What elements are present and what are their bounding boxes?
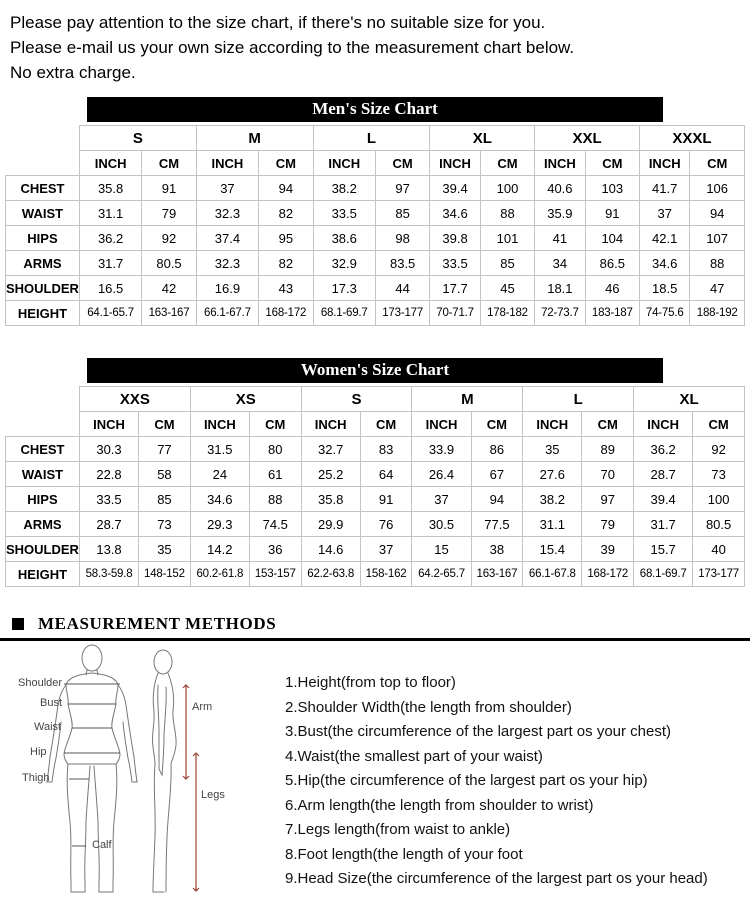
size-value-cell: 32.3: [196, 251, 258, 276]
size-value-cell: 24: [190, 462, 249, 487]
size-value-cell: 107: [690, 226, 745, 251]
size-value-cell: 158-162: [360, 562, 412, 587]
unit-column-header: CM: [142, 151, 197, 176]
side-body-outline: [152, 650, 176, 892]
size-value-cell: 18.1: [535, 276, 585, 301]
size-value-cell: 37: [412, 487, 471, 512]
size-table-row: [6, 176, 745, 201]
measurement-section: [0, 641, 750, 899]
unit-column-header: INCH: [79, 412, 138, 437]
size-value-cell: 103: [585, 176, 640, 201]
size-value-cell: 26.4: [412, 462, 471, 487]
size-value-cell: 17.7: [430, 276, 480, 301]
measurement-step: 7.Legs length(from waist to ankle): [285, 821, 511, 838]
womens-size-chart-title: Women's Size Chart: [87, 358, 663, 383]
measurement-step: 8.Foot length(the length of your foot: [285, 845, 523, 863]
size-value-cell: 14.6: [301, 537, 360, 562]
size-value-cell: 35.9: [535, 201, 585, 226]
size-table-row: [6, 226, 745, 251]
size-column-header: M: [412, 387, 523, 412]
size-value-cell: 98: [375, 226, 430, 251]
size-value-cell: 29.9: [301, 512, 360, 537]
size-value-cell: 188-192: [690, 301, 745, 326]
size-column-header: M: [196, 126, 313, 151]
size-value-cell: 97: [375, 176, 430, 201]
unit-column-header: CM: [480, 151, 535, 176]
row-label: CHEST: [6, 437, 80, 462]
size-value-cell: 89: [582, 437, 634, 462]
size-value-cell: 88: [690, 251, 745, 276]
size-value-cell: 77.5: [471, 512, 523, 537]
unit-column-header: INCH: [430, 151, 480, 176]
size-column-header: XXXL: [640, 126, 745, 151]
figure-label-arm: Arm: [192, 701, 213, 713]
size-value-cell: 70: [582, 462, 634, 487]
unit-column-header: CM: [582, 412, 634, 437]
size-column-header: XL: [634, 387, 745, 412]
size-value-cell: 85: [480, 251, 535, 276]
size-value-cell: 33.9: [412, 437, 471, 462]
size-value-cell: 94: [259, 176, 314, 201]
size-value-cell: 34.6: [190, 487, 249, 512]
size-value-cell: 100: [693, 487, 745, 512]
measurement-step: 1.Height(from top to floor): [285, 674, 456, 691]
unit-column-header: CM: [139, 412, 191, 437]
size-value-cell: 39.4: [430, 176, 480, 201]
size-value-cell: 38: [471, 537, 523, 562]
size-value-cell: 29.3: [190, 512, 249, 537]
size-value-cell: 77: [139, 437, 191, 462]
measurement-step: 6.Arm length(the length from shoulder to wrist): [285, 796, 594, 814]
unit-column-header: CM: [375, 151, 430, 176]
size-value-cell: 80.5: [142, 251, 197, 276]
size-value-cell: 66.1-67.8: [523, 562, 582, 587]
unit-column-header: INCH: [634, 412, 693, 437]
size-value-cell: 32.9: [313, 251, 375, 276]
size-value-cell: 168-172: [259, 301, 314, 326]
unit-column-header: CM: [585, 151, 640, 176]
size-value-cell: 40: [693, 537, 745, 562]
size-column-header: XXS: [79, 387, 190, 412]
size-column-header: XXL: [535, 126, 640, 151]
size-value-cell: 86.5: [585, 251, 640, 276]
mens-size-table: [5, 125, 745, 326]
size-value-cell: 91: [585, 201, 640, 226]
figure-label-hip: Hip: [30, 746, 47, 758]
size-value-cell: 33.5: [430, 251, 480, 276]
unit-column-header: CM: [471, 412, 523, 437]
size-value-cell: 46: [585, 276, 640, 301]
size-value-cell: 38.2: [523, 487, 582, 512]
size-value-cell: 97: [582, 487, 634, 512]
intro-line-3: No extra charge.: [10, 63, 136, 82]
size-value-cell: 106: [690, 176, 745, 201]
row-label: WAIST: [6, 462, 80, 487]
size-table-row: [6, 251, 745, 276]
measurement-figure: [0, 641, 285, 899]
size-value-cell: 34.6: [640, 251, 690, 276]
row-label: WAIST: [6, 201, 80, 226]
figure-label-thigh: Thigh: [22, 772, 50, 784]
size-value-cell: 85: [139, 487, 191, 512]
size-value-cell: 45: [480, 276, 535, 301]
size-column-header: XL: [430, 126, 535, 151]
size-value-cell: 43: [259, 276, 314, 301]
size-value-cell: 173-177: [693, 562, 745, 587]
size-value-cell: 42.1: [640, 226, 690, 251]
size-value-cell: 101: [480, 226, 535, 251]
measurement-step: 4.Waist(the smallest part of your waist): [285, 747, 543, 765]
figure-label-waist: Waist: [34, 721, 62, 733]
size-value-cell: 31.7: [79, 251, 141, 276]
size-value-cell: 34.6: [430, 201, 480, 226]
unit-column-header: INCH: [301, 412, 360, 437]
size-value-cell: 104: [585, 226, 640, 251]
size-value-cell: 38.6: [313, 226, 375, 251]
size-value-cell: 79: [142, 201, 197, 226]
size-value-cell: 31.1: [79, 201, 141, 226]
size-value-cell: 36.2: [79, 226, 141, 251]
size-value-cell: 82: [259, 201, 314, 226]
arm-measure-line: [183, 685, 189, 779]
size-table-row: [6, 512, 745, 537]
size-value-cell: 183-187: [585, 301, 640, 326]
size-value-cell: 37: [360, 537, 412, 562]
figure-label-bust: Bust: [40, 697, 63, 709]
unit-column-header: CM: [259, 151, 314, 176]
size-value-cell: 37.4: [196, 226, 258, 251]
size-value-cell: 31.1: [523, 512, 582, 537]
size-value-cell: 58.3-59.8: [79, 562, 138, 587]
measurement-step: 9.Head Size(the circumference of the largest part os your head): [285, 870, 708, 887]
row-label: HEIGHT: [6, 301, 80, 326]
size-value-cell: 39.8: [430, 226, 480, 251]
size-value-cell: 47: [690, 276, 745, 301]
size-value-cell: 80.5: [693, 512, 745, 537]
size-table-row: [6, 276, 745, 301]
size-value-cell: 37: [640, 201, 690, 226]
legs-measure-line: [193, 753, 199, 891]
size-value-cell: 82: [259, 251, 314, 276]
size-value-cell: 67: [471, 462, 523, 487]
size-value-cell: 37: [196, 176, 258, 201]
size-value-cell: 35: [139, 537, 191, 562]
size-value-cell: 41.7: [640, 176, 690, 201]
unit-column-header: CM: [249, 412, 301, 437]
size-column-header: S: [79, 126, 196, 151]
intro-line-2: Please e-mail us your own size according to the measurement chart below.: [10, 38, 575, 57]
size-value-cell: 22.8: [79, 462, 138, 487]
unit-column-header: INCH: [79, 151, 141, 176]
size-table-row: [6, 462, 745, 487]
size-value-cell: 91: [360, 487, 412, 512]
arm-legs-measure-lines: [183, 685, 199, 891]
size-value-cell: 16.5: [79, 276, 141, 301]
size-value-cell: 30.3: [79, 437, 138, 462]
row-label: ARMS: [6, 512, 80, 537]
size-value-cell: 178-182: [480, 301, 535, 326]
size-value-cell: 83.5: [375, 251, 430, 276]
row-label: ARMS: [6, 251, 80, 276]
intro-text: [0, 0, 750, 89]
size-value-cell: 17.3: [313, 276, 375, 301]
size-table-row: [6, 562, 745, 587]
size-value-cell: 41: [535, 226, 585, 251]
size-value-cell: 74.5: [249, 512, 301, 537]
figure-label-legs: Legs: [201, 789, 225, 801]
size-value-cell: 33.5: [313, 201, 375, 226]
size-value-cell: 68.1-69.7: [313, 301, 375, 326]
size-column-header: S: [301, 387, 412, 412]
size-value-cell: 68.1-69.7: [634, 562, 693, 587]
measurement-step: 3.Bust(the circumference of the largest part os your chest): [285, 723, 672, 740]
size-value-cell: 163-167: [471, 562, 523, 587]
measurement-step: 2.Shoulder Width(the length from shoulder): [285, 698, 572, 716]
unit-column-header: CM: [693, 412, 745, 437]
front-measure-lines: [64, 684, 120, 846]
size-value-cell: 83: [360, 437, 412, 462]
size-value-cell: 91: [142, 176, 197, 201]
table-corner: [6, 412, 80, 437]
size-value-cell: 153-157: [249, 562, 301, 587]
size-value-cell: 95: [259, 226, 314, 251]
unit-column-header: INCH: [523, 412, 582, 437]
unit-column-header: INCH: [313, 151, 375, 176]
size-value-cell: 168-172: [582, 562, 634, 587]
size-value-cell: 31.5: [190, 437, 249, 462]
unit-column-header: INCH: [640, 151, 690, 176]
size-value-cell: 85: [375, 201, 430, 226]
size-value-cell: 36: [249, 537, 301, 562]
size-value-cell: 13.8: [79, 537, 138, 562]
size-value-cell: 28.7: [79, 512, 138, 537]
figure-label-calf: Calf: [92, 839, 112, 851]
size-table-row: [6, 437, 745, 462]
table-corner: [6, 126, 80, 151]
size-value-cell: 88: [249, 487, 301, 512]
size-value-cell: 62.2-63.8: [301, 562, 360, 587]
mens-size-chart-title: Men's Size Chart: [87, 97, 663, 122]
size-value-cell: 15.4: [523, 537, 582, 562]
size-value-cell: 173-177: [375, 301, 430, 326]
size-value-cell: 163-167: [142, 301, 197, 326]
size-value-cell: 42: [142, 276, 197, 301]
size-value-cell: 39.4: [634, 487, 693, 512]
size-value-cell: 73: [693, 462, 745, 487]
size-column-header: XS: [190, 387, 301, 412]
size-value-cell: 27.6: [523, 462, 582, 487]
size-value-cell: 74-75.6: [640, 301, 690, 326]
row-label: SHOULDER: [6, 276, 80, 301]
size-value-cell: 31.7: [634, 512, 693, 537]
unit-column-header: CM: [690, 151, 745, 176]
size-value-cell: 38.2: [313, 176, 375, 201]
unit-column-header: INCH: [196, 151, 258, 176]
size-value-cell: 64.1-65.7: [79, 301, 141, 326]
unit-column-header: CM: [360, 412, 412, 437]
row-label: HEIGHT: [6, 562, 80, 587]
size-table-row: [6, 487, 745, 512]
size-value-cell: 73: [139, 512, 191, 537]
size-value-cell: 44: [375, 276, 430, 301]
unit-column-header: INCH: [412, 412, 471, 437]
size-value-cell: 94: [471, 487, 523, 512]
measurement-steps-list: [285, 641, 745, 899]
size-column-header: L: [523, 387, 634, 412]
size-value-cell: 72-73.7: [535, 301, 585, 326]
size-value-cell: 35.8: [79, 176, 141, 201]
size-value-cell: 79: [582, 512, 634, 537]
size-value-cell: 92: [693, 437, 745, 462]
size-value-cell: 32.7: [301, 437, 360, 462]
size-value-cell: 64: [360, 462, 412, 487]
size-value-cell: 58: [139, 462, 191, 487]
figure-label-shoulder: Shoulder: [18, 677, 63, 689]
size-table-row: [6, 301, 745, 326]
size-value-cell: 16.9: [196, 276, 258, 301]
size-value-cell: 76: [360, 512, 412, 537]
measurement-methods-title: MEASUREMENT METHODS: [38, 614, 277, 633]
size-value-cell: 30.5: [412, 512, 471, 537]
size-value-cell: 80: [249, 437, 301, 462]
size-value-cell: 35.8: [301, 487, 360, 512]
size-value-cell: 36.2: [634, 437, 693, 462]
table-corner: [6, 151, 80, 176]
size-value-cell: 14.2: [190, 537, 249, 562]
size-value-cell: 88: [480, 201, 535, 226]
size-value-cell: 18.5: [640, 276, 690, 301]
unit-column-header: INCH: [190, 412, 249, 437]
size-table-row: [6, 201, 745, 226]
size-value-cell: 148-152: [139, 562, 191, 587]
measurement-methods-header: [0, 613, 750, 635]
size-value-cell: 60.2-61.8: [190, 562, 249, 587]
size-value-cell: 39: [582, 537, 634, 562]
row-label: HIPS: [6, 487, 80, 512]
size-value-cell: 100: [480, 176, 535, 201]
size-value-cell: 94: [690, 201, 745, 226]
size-value-cell: 15.7: [634, 537, 693, 562]
size-value-cell: 86: [471, 437, 523, 462]
size-value-cell: 66.1-67.7: [196, 301, 258, 326]
size-column-header: L: [313, 126, 430, 151]
size-table-row: [6, 537, 745, 562]
size-value-cell: 15: [412, 537, 471, 562]
size-value-cell: 35: [523, 437, 582, 462]
size-value-cell: 40.6: [535, 176, 585, 201]
row-label: CHEST: [6, 176, 80, 201]
size-value-cell: 92: [142, 226, 197, 251]
unit-column-header: INCH: [535, 151, 585, 176]
size-value-cell: 28.7: [634, 462, 693, 487]
table-corner: [6, 387, 80, 412]
size-value-cell: 32.3: [196, 201, 258, 226]
size-value-cell: 61: [249, 462, 301, 487]
size-value-cell: 33.5: [79, 487, 138, 512]
row-label: SHOULDER: [6, 537, 80, 562]
size-value-cell: 64.2-65.7: [412, 562, 471, 587]
bullet-square-icon: [12, 618, 24, 630]
measurement-step: 5.Hip(the circumference of the largest part os your hip): [285, 772, 648, 789]
intro-line-1: Please pay attention to the size chart, if there's no suitable size for you.: [10, 13, 546, 32]
size-value-cell: 34: [535, 251, 585, 276]
row-label: HIPS: [6, 226, 80, 251]
size-value-cell: 25.2: [301, 462, 360, 487]
womens-size-table: [5, 386, 745, 587]
size-value-cell: 70-71.7: [430, 301, 480, 326]
